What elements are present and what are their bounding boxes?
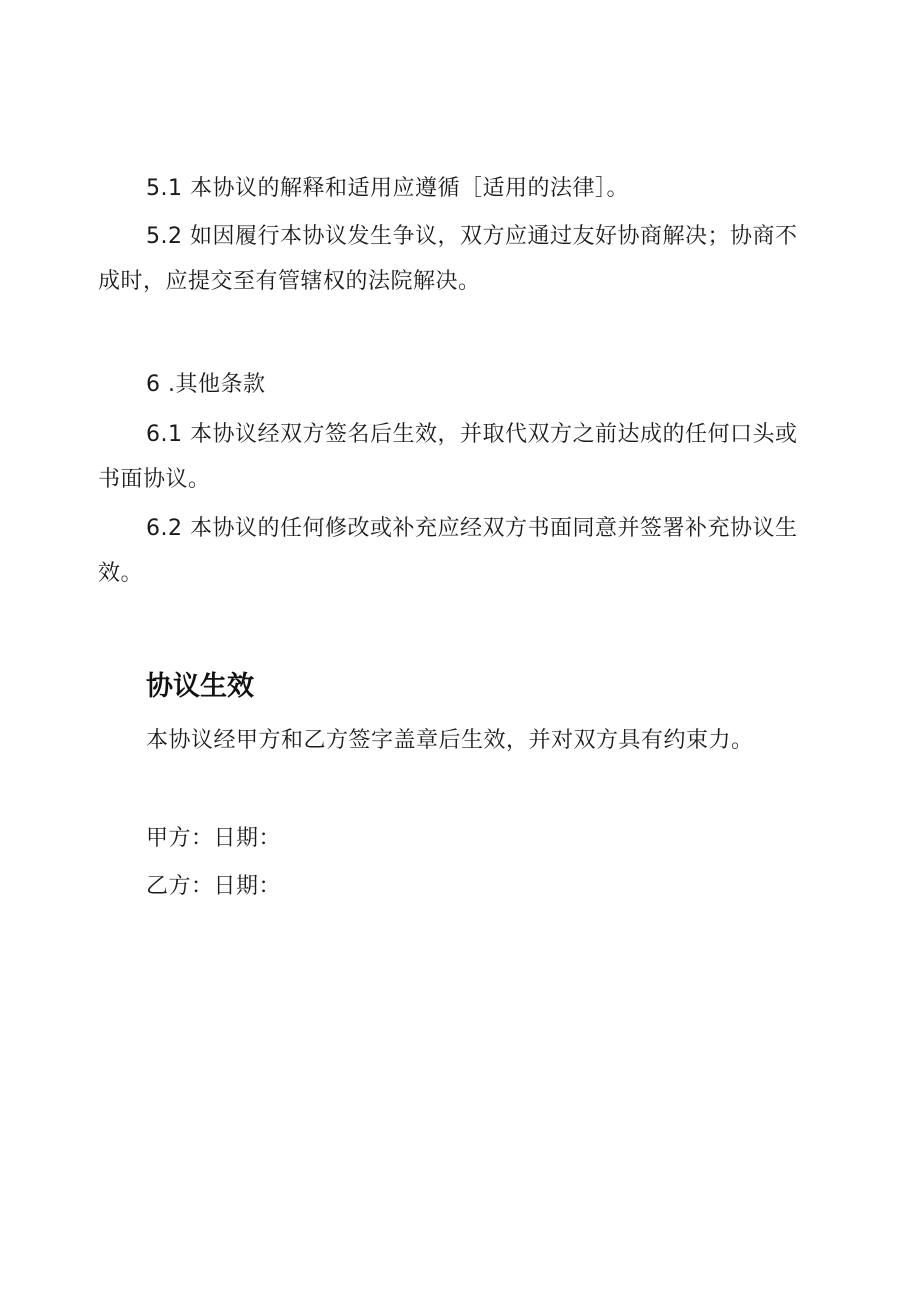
- effect-text: 本协议经甲方和乙方签字盖章后生效，并对双方具有约束力。: [146, 728, 754, 753]
- party-a-signature-line: 甲方：日期：: [146, 826, 282, 851]
- clause-6-1: 6.1 本协议经双方签名后生效，并取代双方之前达成的任何口头或书面协议。: [98, 422, 798, 492]
- clause-5-1: 5.1 本协议的解释和适用应遵循［适用的法律］。: [146, 176, 629, 201]
- effect-heading: 协议生效: [146, 671, 254, 702]
- section-6-title: 6 .其他条款: [146, 372, 266, 397]
- clause-5-2: 5.2 如因履行本协议发生争议，双方应通过友好协商解决；协商不成时，应提交至有管辖权的法院解决。: [98, 224, 798, 294]
- party-b-signature-line: 乙方：日期：: [146, 874, 282, 899]
- clause-6-2: 6.2 本协议的任何修改或补充应经双方书面同意并签署补充协议生效。: [98, 516, 798, 586]
